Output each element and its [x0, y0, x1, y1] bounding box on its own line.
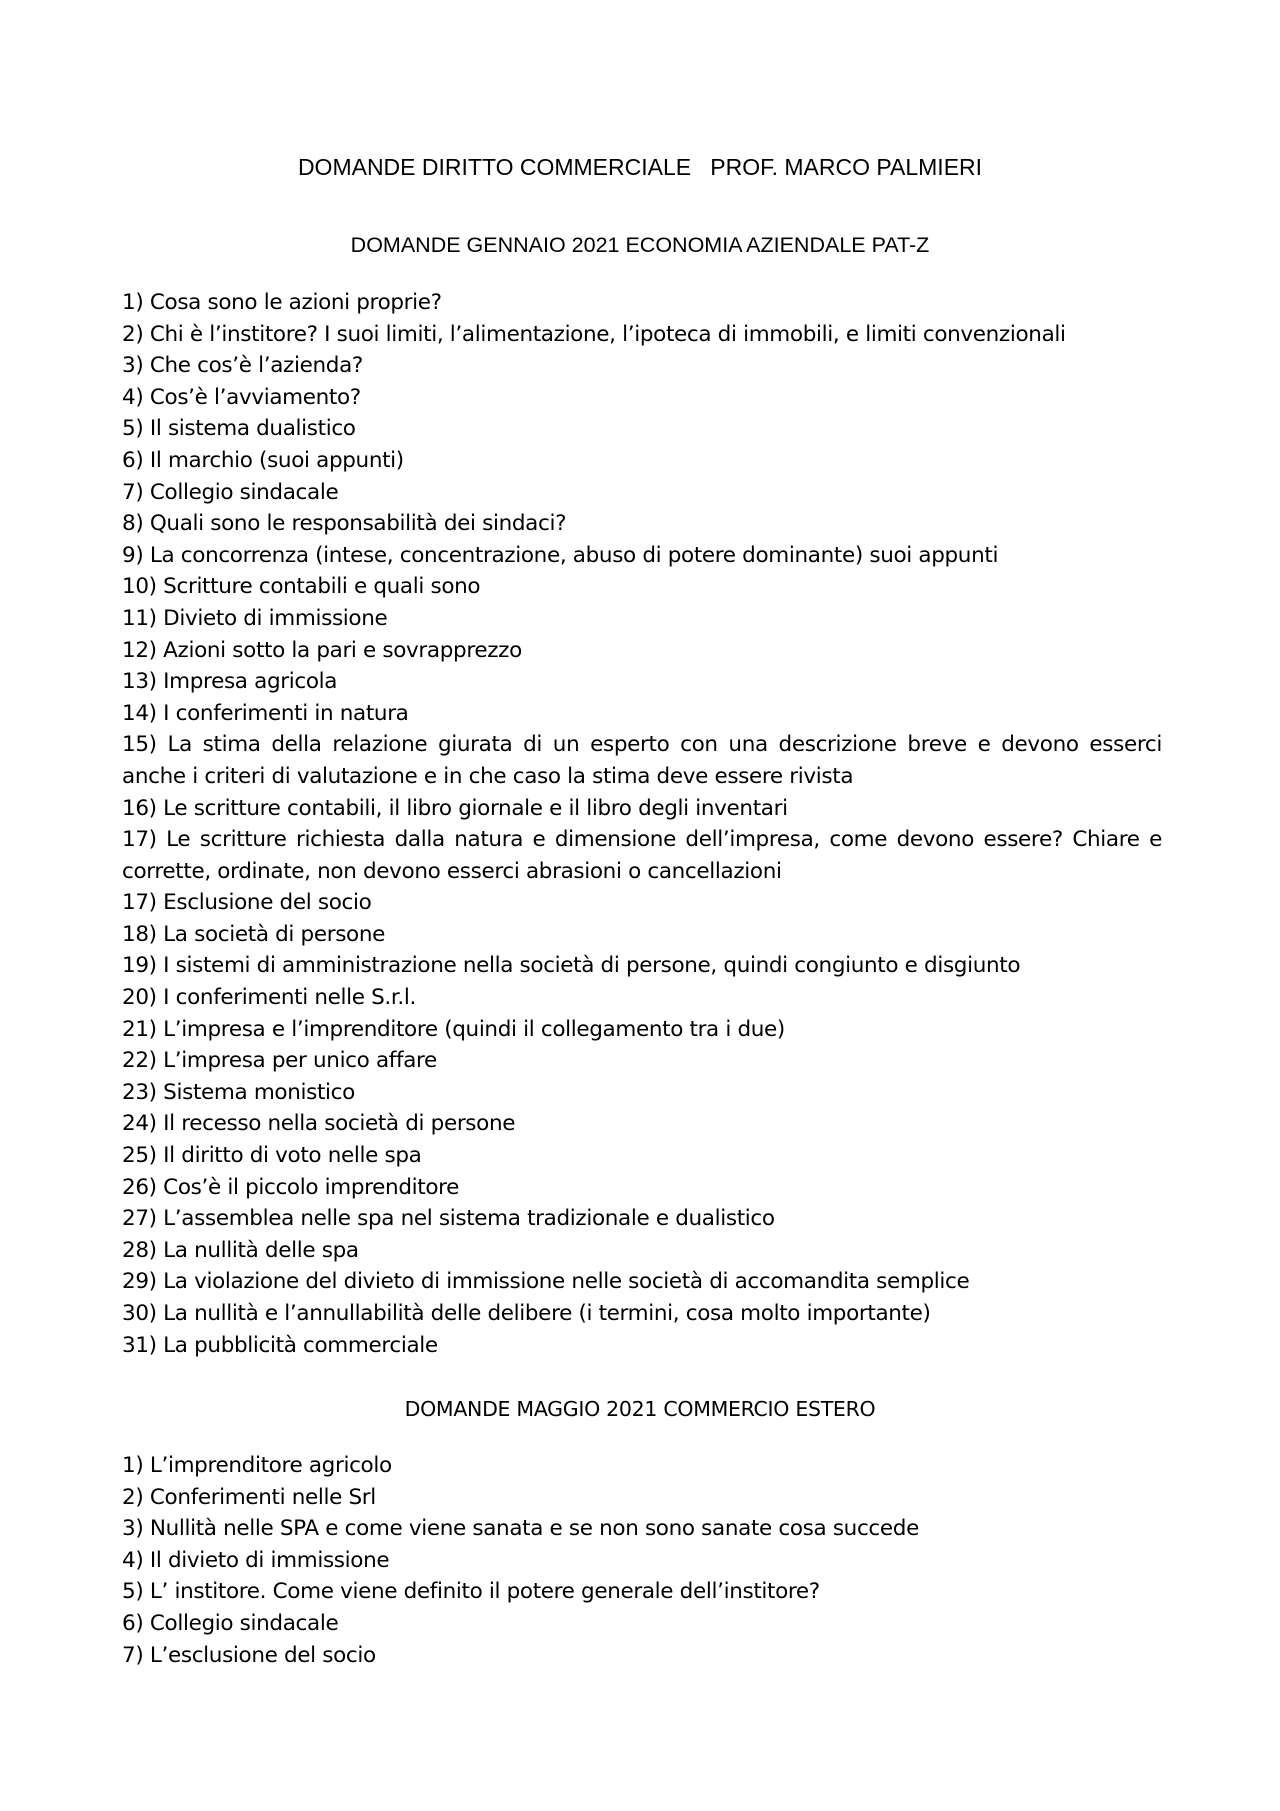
- question-item: 8) Quali sono le responsabilità dei sindaci?: [122, 511, 567, 537]
- question-item: 9) La concorrenza (intese, concentrazione, abuso di potere dominante) suoi appunti: [122, 542, 999, 568]
- question-item: 14) I conferimenti in natura: [122, 700, 409, 726]
- question-item: 4) Il divieto di immissione: [122, 1547, 390, 1573]
- question-item: 17) Esclusione del socio: [122, 890, 372, 916]
- question-item: 4) Cos’è l’avviamento?: [122, 384, 361, 410]
- question-item: 21) L’impresa e l’imprenditore (quindi il collegamento tra i due): [122, 1016, 785, 1042]
- question-item: 16) Le scritture contabili, il libro giornale e il libro degli inventari: [122, 795, 788, 821]
- question-item: 24) Il recesso nella società di persone: [122, 1111, 516, 1137]
- question-item: 3) Che cos’è l’azienda?: [122, 353, 363, 379]
- question-list-may-2021: [122, 1450, 1162, 1671]
- question-item: 30) La nullità e l’annullabilità delle delibere (i termini, cosa molto importante): [122, 1301, 931, 1326]
- question-item: 2) Chi è l’institore? I suoi limiti, l’alimentazione, l’ipoteca di immobili, e limiti convenzionali: [122, 321, 1066, 347]
- question-item: 18) La società di persone: [122, 921, 386, 947]
- question-item: 10) Scritture contabili e quali sono: [122, 574, 481, 600]
- question-item: 5) L’ institore. Come viene definito il potere generale dell’institore?: [122, 1579, 820, 1605]
- question-item: 25) Il diritto di voto nelle spa: [122, 1143, 422, 1169]
- question-item: 23) Sistema monistico: [122, 1079, 355, 1105]
- question-item: 3) Nullità nelle SPA e come viene sanata e se non sono sanate cosa succede: [122, 1516, 919, 1542]
- question-item: 12) Azioni sotto la pari e sovrapprezzo: [122, 637, 522, 663]
- question-item: 7) L’esclusione del socio: [122, 1642, 376, 1668]
- question-item: 6) Il marchio (suoi appunti): [122, 447, 404, 473]
- question-item: 19) I sistemi di amministrazione nella società di persone, quindi congiunto e disgiunto: [122, 953, 1021, 979]
- question-item: 6) Collegio sindacale: [122, 1610, 339, 1636]
- question-item: 11) Divieto di immissione: [122, 605, 388, 631]
- question-item: 7) Collegio sindacale: [122, 479, 339, 505]
- section-heading-january-2021: DOMANDE GENNAIO 2021 ECONOMIA AZIENDALE PAT-Z: [350, 233, 930, 257]
- question-item: 1) L’imprenditore agricolo: [122, 1453, 392, 1478]
- document-title: DOMANDE DIRITTO COMMERCIALE PROF. MARCO PALMIERI: [297, 154, 983, 180]
- question-item: 20) I conferimenti nelle S.r.l.: [122, 985, 417, 1011]
- question-list-january-2021: [122, 287, 1162, 1361]
- question-item: 22) L’impresa per unico affare: [122, 1048, 437, 1074]
- question-item: 1) Cosa sono le azioni proprie?: [122, 290, 442, 315]
- question-item: 27) L’assemblea nelle spa nel sistema tradizionale e dualistico: [122, 1206, 775, 1232]
- question-item: 26) Cos’è il piccolo imprenditore: [122, 1174, 460, 1200]
- question-item: 15) La stima della relazione giurata di un esperto con una descrizione breve e devono esserci anche i criteri di valutazione e in che caso la stima deve essere rivista: [122, 732, 1162, 789]
- question-item: 13) Impresa agricola: [122, 669, 338, 695]
- question-item: 28) La nullità delle spa: [122, 1237, 359, 1263]
- question-item: 17) Le scritture richiesta dalla natura e dimensione dell’impresa, come devono essere? Chiare e corrette, ordinate, non devono esserci abrasioni o cancellazioni: [122, 827, 1162, 884]
- question-item: 2) Conferimenti nelle Srl: [122, 1484, 376, 1510]
- section-heading-may-2021: DOMANDE MAGGIO 2021 COMMERCIO ESTERO: [404, 1397, 876, 1421]
- question-item: 29) La violazione del divieto di immissione nelle società di accomandita semplice: [122, 1269, 970, 1295]
- question-item: 31) La pubblicità commerciale: [122, 1332, 438, 1358]
- question-item: 5) Il sistema dualistico: [122, 416, 356, 442]
